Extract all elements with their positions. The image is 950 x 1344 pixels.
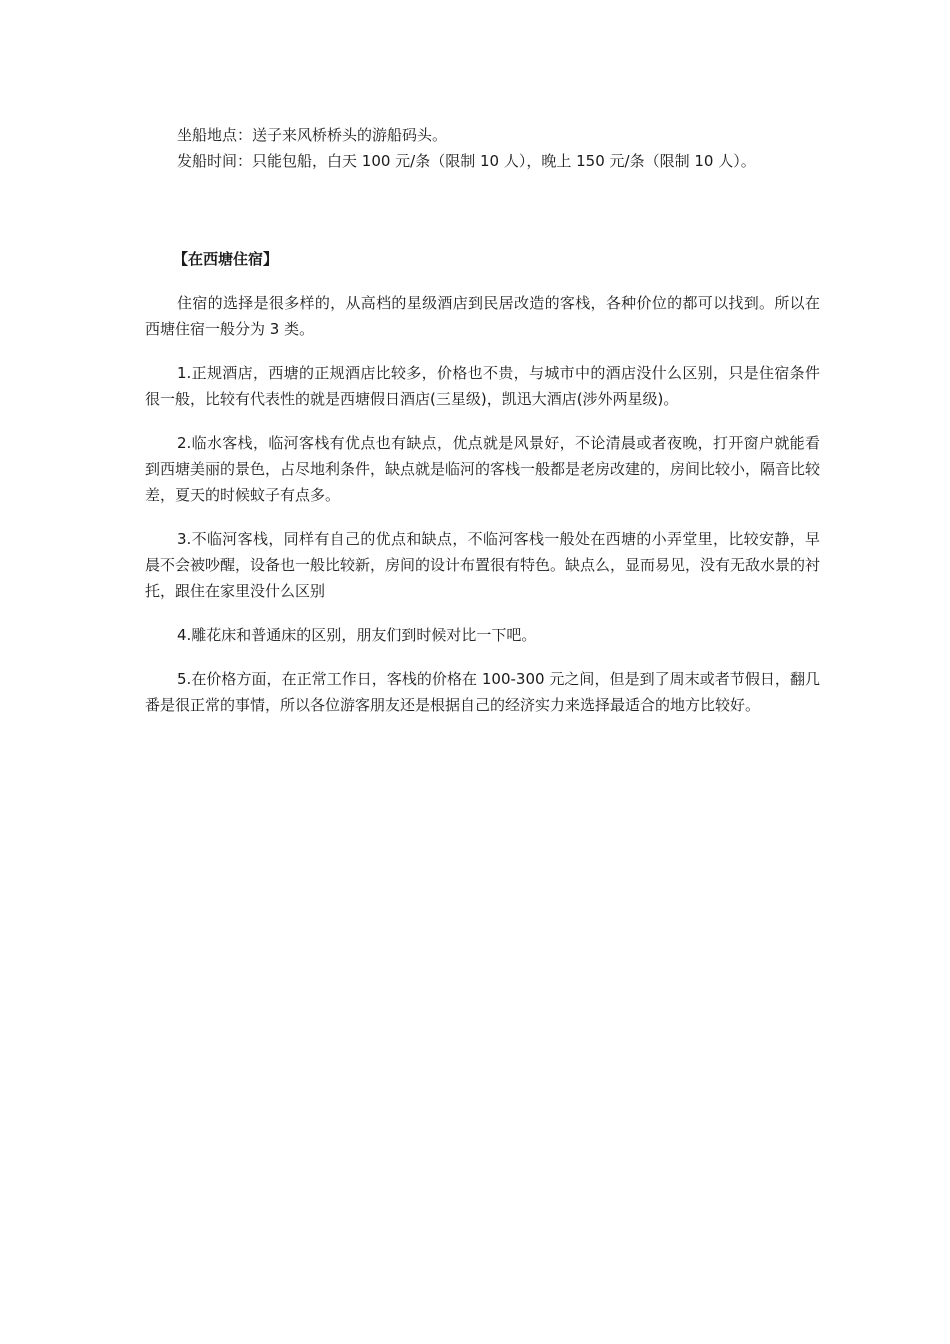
- spacer: [145, 604, 820, 622]
- lodging-item-4: 4.雕花床和普通床的区别，朋友们到时候对比一下吧。: [177, 626, 537, 644]
- document-body: [145, 122, 820, 718]
- lodging-heading: 【在西塘住宿】: [173, 250, 279, 268]
- spacer: [145, 508, 820, 526]
- lodging-item-3: 3.不临河客栈，同样有自己的优点和缺点，不临河客栈一般处在西塘的小弄堂里，比较安静，早晨不会被吵醒，设备也一般比较新，房间的设计布置很有特色。缺点么，显而易见，没有无敌水景的衬托，跟住在家里没什么区别: [145, 530, 821, 600]
- lodging-item-2: 2.临水客栈，临河客栈有优点也有缺点，优点就是风景好，不论清晨或者夜晚，打开窗户就能看到西塘美丽的景色，占尽地利条件，缺点就是临河的客栈一般都是老房改建的，房间比较小，隔音比较差，夏天的时候蚊子有点多。: [145, 434, 821, 504]
- spacer: [145, 648, 820, 666]
- lodging-intro-paragraph: 住宿的选择是很多样的，从高档的星级酒店到民居改造的客栈，各种价位的都可以找到。所以在西塘住宿一般分为 3 类。: [145, 294, 820, 338]
- boat-time-text: 发船时间：只能包船，白天 100 元/条（限制 10 人），晚上 150 元/条（限制 10 人）。: [177, 152, 756, 170]
- boat-location-text: 坐船地点：送子来风桥桥头的游船码头。: [177, 126, 448, 144]
- spacer: [145, 174, 820, 246]
- lodging-item-1: 1.正规酒店，西塘的正规酒店比较多，价格也不贵，与城市中的酒店没什么区别，只是住宿条件很一般，比较有代表性的就是西塘假日酒店(三星级)，凯迅大酒店(涉外两星级)。: [145, 364, 820, 408]
- lodging-item-5: 5.在价格方面，在正常工作日，客栈的价格在 100-300 元之间，但是到了周末或者节假日，翻几番是很正常的事情，所以各位游客朋友还是根据自己的经济实力来选择最适合的地方比较好。: [145, 670, 820, 714]
- spacer: [145, 412, 820, 430]
- spacer: [145, 342, 820, 360]
- spacer: [145, 272, 820, 290]
